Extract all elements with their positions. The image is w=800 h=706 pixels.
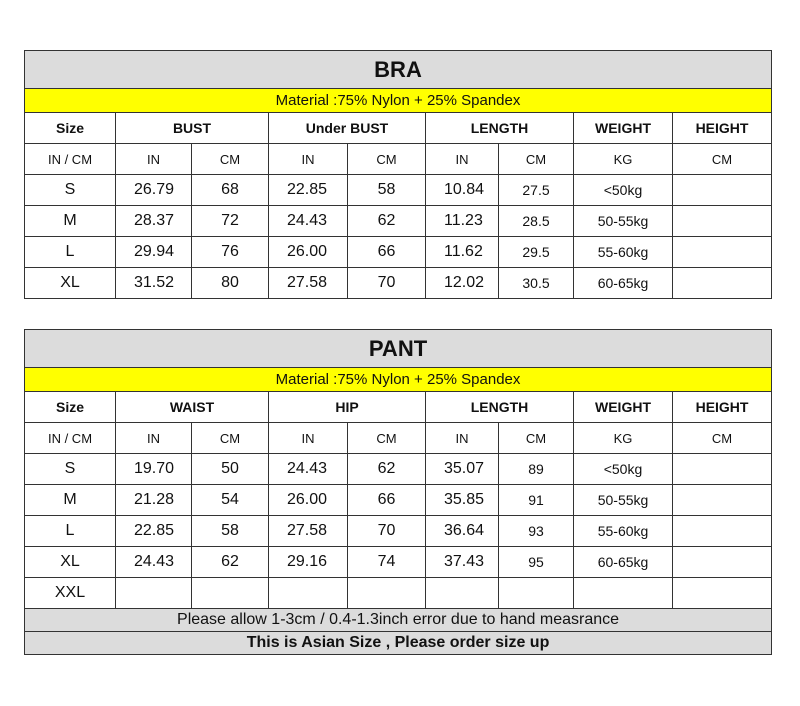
weight-cell: <50kg xyxy=(574,175,673,206)
height-cell xyxy=(673,268,772,299)
value-cell: 72 xyxy=(192,206,269,237)
value-cell: 93 xyxy=(499,516,574,547)
weight-cell xyxy=(574,578,673,609)
value-cell: 22.85 xyxy=(269,175,348,206)
size-cell: XL xyxy=(25,547,116,578)
value-cell xyxy=(192,578,269,609)
size-cell: M xyxy=(25,206,116,237)
unit-cell: CM xyxy=(499,144,574,175)
value-cell: 58 xyxy=(192,516,269,547)
header-under-bust: Under BUST xyxy=(269,113,426,144)
unit-cell: IN xyxy=(116,423,192,454)
value-cell: 70 xyxy=(348,516,426,547)
header-weight: WEIGHT xyxy=(574,113,673,144)
value-cell: 11.62 xyxy=(426,237,499,268)
unit-cell: CM xyxy=(192,423,269,454)
size-cell: S xyxy=(25,454,116,485)
unit-cell: CM xyxy=(348,423,426,454)
value-cell: 24.43 xyxy=(269,454,348,485)
header-hip: HIP xyxy=(269,392,426,423)
table-row xyxy=(25,237,772,268)
weight-cell: 60-65kg xyxy=(574,268,673,299)
value-cell: 26.00 xyxy=(269,485,348,516)
unit-cell: CM xyxy=(673,144,772,175)
value-cell: 24.43 xyxy=(269,206,348,237)
size-cell: XXL xyxy=(25,578,116,609)
bra-title: BRA xyxy=(25,51,772,89)
unit-cell: IN xyxy=(426,423,499,454)
height-cell xyxy=(673,485,772,516)
table-row xyxy=(25,516,772,547)
value-cell: 76 xyxy=(192,237,269,268)
unit-cell: CM xyxy=(499,423,574,454)
value-cell: 27.58 xyxy=(269,268,348,299)
value-cell: 28.37 xyxy=(116,206,192,237)
height-cell xyxy=(673,547,772,578)
bra-material: Material :75% Nylon + 25% Spandex xyxy=(25,89,772,113)
header-height: HEIGHT xyxy=(673,113,772,144)
header-length: LENGTH xyxy=(426,392,574,423)
value-cell: 62 xyxy=(348,454,426,485)
value-cell xyxy=(499,578,574,609)
measurement-note: Please allow 1-3cm / 0.4-1.3inch error due to hand measrance xyxy=(25,609,772,632)
size-cell: S xyxy=(25,175,116,206)
pant-material: Material :75% Nylon + 25% Spandex xyxy=(25,368,772,392)
value-cell: 21.28 xyxy=(116,485,192,516)
unit-cell: CM xyxy=(348,144,426,175)
value-cell xyxy=(426,578,499,609)
size-cell: XL xyxy=(25,268,116,299)
size-cell: L xyxy=(25,237,116,268)
header-waist: WAIST xyxy=(116,392,269,423)
value-cell: 68 xyxy=(192,175,269,206)
value-cell: 50 xyxy=(192,454,269,485)
value-cell: 37.43 xyxy=(426,547,499,578)
value-cell: 58 xyxy=(348,175,426,206)
value-cell xyxy=(269,578,348,609)
table-row xyxy=(25,578,772,609)
value-cell: 70 xyxy=(348,268,426,299)
value-cell: 30.5 xyxy=(499,268,574,299)
value-cell: 74 xyxy=(348,547,426,578)
value-cell: 31.52 xyxy=(116,268,192,299)
weight-cell: 55-60kg xyxy=(574,237,673,268)
pant-title: PANT xyxy=(25,330,772,368)
header-height: HEIGHT xyxy=(673,392,772,423)
weight-cell: 50-55kg xyxy=(574,485,673,516)
value-cell: 27.5 xyxy=(499,175,574,206)
header-size: Size xyxy=(25,113,116,144)
value-cell: 66 xyxy=(348,237,426,268)
value-cell: 29.16 xyxy=(269,547,348,578)
value-cell: 80 xyxy=(192,268,269,299)
weight-cell: <50kg xyxy=(574,454,673,485)
value-cell: 91 xyxy=(499,485,574,516)
unit-cell: IN xyxy=(116,144,192,175)
value-cell: 95 xyxy=(499,547,574,578)
height-cell xyxy=(673,516,772,547)
value-cell: 19.70 xyxy=(116,454,192,485)
table-row xyxy=(25,268,772,299)
height-cell xyxy=(673,454,772,485)
size-cell: M xyxy=(25,485,116,516)
header-size: Size xyxy=(25,392,116,423)
table-row xyxy=(25,485,772,516)
unit-cell: KG xyxy=(574,423,673,454)
weight-cell: 55-60kg xyxy=(574,516,673,547)
unit-cell: IN / CM xyxy=(25,144,116,175)
unit-cell: KG xyxy=(574,144,673,175)
unit-cell: CM xyxy=(192,144,269,175)
value-cell: 35.85 xyxy=(426,485,499,516)
header-bust: BUST xyxy=(116,113,269,144)
unit-cell: IN xyxy=(269,144,348,175)
value-cell: 12.02 xyxy=(426,268,499,299)
value-cell: 10.84 xyxy=(426,175,499,206)
header-weight: WEIGHT xyxy=(574,392,673,423)
table-row xyxy=(25,547,772,578)
unit-cell: IN xyxy=(426,144,499,175)
value-cell: 27.58 xyxy=(269,516,348,547)
value-cell: 26.00 xyxy=(269,237,348,268)
value-cell: 11.23 xyxy=(426,206,499,237)
weight-cell: 60-65kg xyxy=(574,547,673,578)
height-cell xyxy=(673,578,772,609)
value-cell xyxy=(116,578,192,609)
value-cell: 29.5 xyxy=(499,237,574,268)
header-length: LENGTH xyxy=(426,113,574,144)
height-cell xyxy=(673,237,772,268)
weight-cell: 50-55kg xyxy=(574,206,673,237)
value-cell: 28.5 xyxy=(499,206,574,237)
table-row xyxy=(25,175,772,206)
unit-cell: IN / CM xyxy=(25,423,116,454)
value-cell: 54 xyxy=(192,485,269,516)
bra-size-table xyxy=(24,50,772,299)
value-cell: 35.07 xyxy=(426,454,499,485)
value-cell: 29.94 xyxy=(116,237,192,268)
asian-size-note: This is Asian Size , Please order size up xyxy=(25,632,772,655)
value-cell: 26.79 xyxy=(116,175,192,206)
size-cell: L xyxy=(25,516,116,547)
unit-cell: CM xyxy=(673,423,772,454)
pant-size-table xyxy=(24,329,772,655)
value-cell: 24.43 xyxy=(116,547,192,578)
table-row xyxy=(25,206,772,237)
value-cell: 36.64 xyxy=(426,516,499,547)
height-cell xyxy=(673,206,772,237)
table-row xyxy=(25,454,772,485)
height-cell xyxy=(673,175,772,206)
value-cell: 22.85 xyxy=(116,516,192,547)
unit-cell: IN xyxy=(269,423,348,454)
value-cell: 62 xyxy=(348,206,426,237)
value-cell xyxy=(348,578,426,609)
value-cell: 89 xyxy=(499,454,574,485)
value-cell: 62 xyxy=(192,547,269,578)
value-cell: 66 xyxy=(348,485,426,516)
